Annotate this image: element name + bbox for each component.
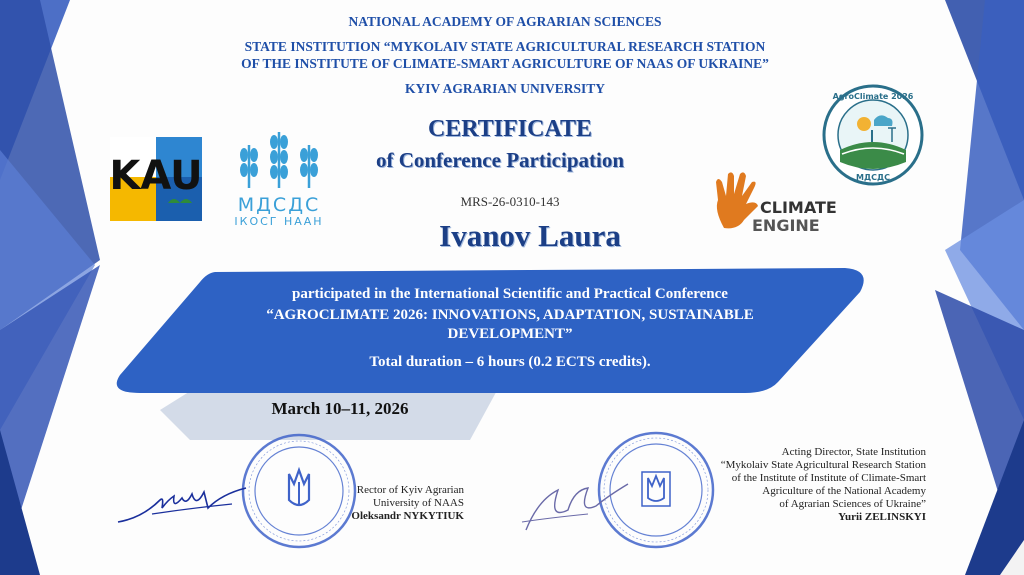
director-signature-block [700, 446, 926, 524]
ikosg-logo-text: ІКОСГ НААН [234, 215, 324, 228]
duration-text: Total duration – 6 hours (0.2 ECTS credits). [369, 354, 651, 370]
director-signature [518, 470, 638, 540]
kau-logo-text: KAU [110, 153, 202, 199]
wheat-icon [224, 120, 334, 190]
certificate-title: CERTIFICATE [427, 116, 593, 142]
director-title-line2: “Mykolaiv State Agricultural Research Station [720, 459, 926, 471]
rector-signature-block [320, 484, 464, 523]
conference-title-line2: DEVELOPMENT” [447, 326, 573, 342]
participant-name: Ivanov Laura [439, 218, 621, 253]
certificate-subtitle: of Conference Participation [375, 148, 625, 172]
climate-text: CLIMATE [760, 198, 837, 217]
header-academy: NATIONAL ACADEMY OF AGRARIAN SCIENCES [348, 14, 662, 29]
mdsds-logo-text: МДСДС [237, 194, 321, 216]
director-name: Yurii ZELINSKYI [838, 511, 926, 523]
engine-text: ENGINE [752, 216, 820, 235]
conference-date: March 10–11, 2026 [271, 399, 409, 418]
agroclimate-badge-title: AgroClimate 2026 [832, 92, 914, 101]
rector-title-line2: University of NAAS [372, 497, 464, 509]
climate-engine-logo [712, 170, 837, 240]
director-title-line5: of Agrarian Sciences of Ukraine” [779, 498, 926, 510]
mdsds-logo [224, 120, 334, 228]
rector-title-line1: Rector of Kyiv Agrarian [356, 484, 464, 496]
kau-logo [110, 137, 202, 221]
director-title-line3: of the Institute of Institute of Climate-Smart [731, 472, 926, 484]
director-title-line1: Acting Director, State Institution [781, 446, 926, 458]
header-university: KYIV AGRARIAN UNIVERSITY [404, 81, 606, 96]
rector-name: Oleksandr NYKYTIUK [351, 510, 464, 522]
director-title-line4: Agriculture of the National Academy [762, 485, 926, 497]
header-institution-line2: OF THE INSTITUTE OF CLIMATE-SMART AGRICULTURE OF NAAS OF UKRAINE” [241, 56, 769, 71]
header-institution-line1: STATE INSTITUTION “MYKOLAIV STATE AGRICULTURAL RESEARCH STATION [244, 39, 766, 54]
agroclimate-badge [822, 84, 924, 186]
agroclimate-badge-sub: МДСДС [856, 173, 890, 182]
conference-title-line1: “AGROCLIMATE 2026: INNOVATIONS, ADAPTATION, SUSTAINABLE [266, 307, 754, 323]
certificate-code: MRS-26-0310-143 [460, 194, 560, 209]
participation-text: participated in the International Scientific and Practical Conference [292, 286, 728, 302]
rector-signature [112, 478, 252, 528]
